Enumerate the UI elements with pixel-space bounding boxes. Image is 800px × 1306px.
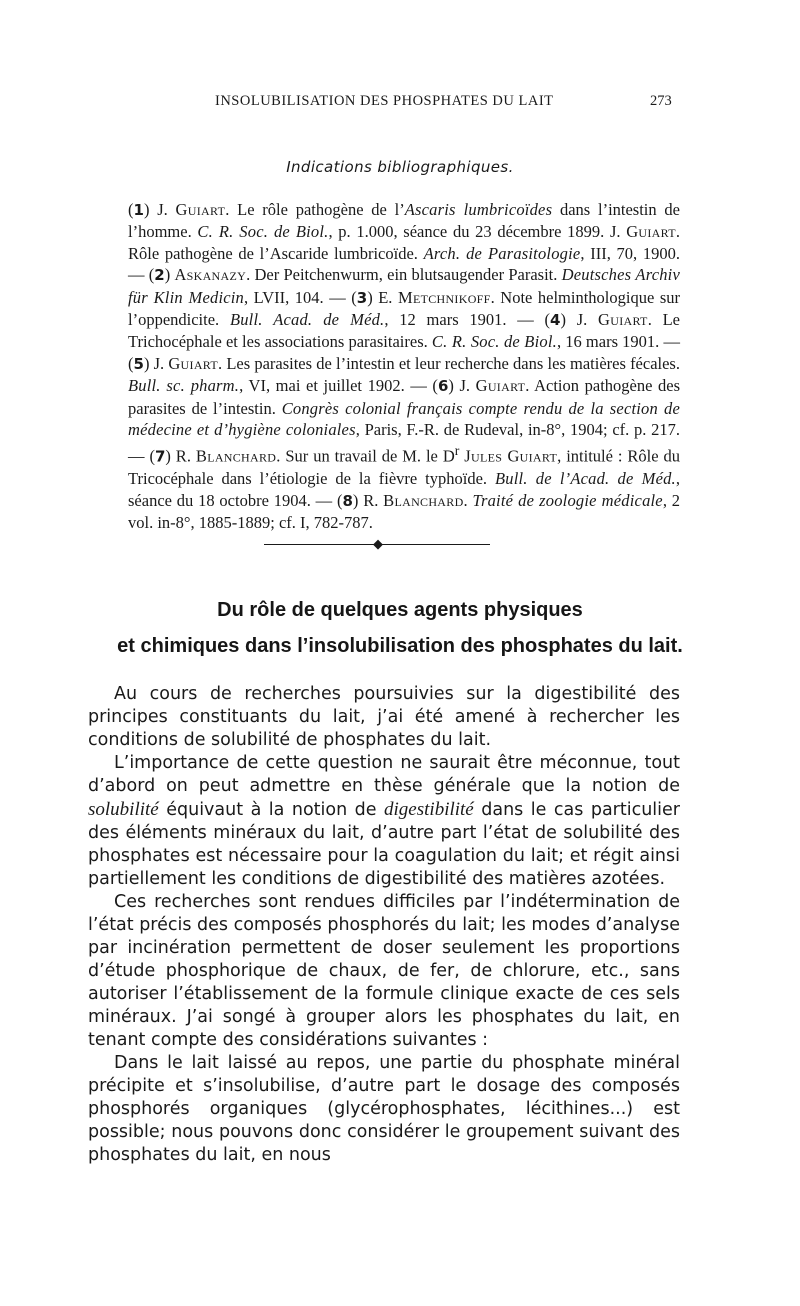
body-paragraph: Dans le lait laissé au repos, une partie du phosphate minéral précipite et s’insolubilise, d’autre part le dosage des composés phosphorés organiques (glycérophosphates, lécithines...) est possible; nous pouvons donc considérer le groupement suivant des phosphates du lait, en nous	[88, 1053, 680, 1165]
page-number: 273	[650, 93, 672, 109]
body-paragraph: Au cours de recherches poursuivies sur la digestibilité des principes constituants du lait, j’ai été amené à rechercher les conditions de solubilité de phosphates du lait.	[88, 684, 680, 750]
article-title	[0, 592, 800, 664]
article-title-line-2: et chimiques dans l’insolubilisation des phosphates du lait.	[117, 635, 683, 657]
references-block: (1) J. Guiart. Le rôle pathogène de l’Ascaris lumbricoïdes dans l’intestin de l’homme. C. R. Soc. de Biol., p. 1.000, séance du 23 décembre 1899. J. Guiart. Rôle pathogène de l’Ascaride lumbricoïde. Arch. de Parasitologie, III, 70, 1900. — (2) Askanazy. Der Peitchenwurm, ein blutsaugender Parasit. Deutsches Archiv für Klin Medicin, LVII, 104. — (3) E. Metchnikoff. Note helminthologique sur l’oppendicite. Bull. Acad. de Méd., 12 mars 1901. — (4) J. Guiart. Le Trichocéphale et les associations parasitaires. C. R. Soc. de Biol., 16 mars 1901. — (5) J. Guiart. Les parasites de l’intestin et leur recherche dans les matières fécales. Bull. sc. pharm., VI, mai et juillet 1902. — (6) J. Guiart. Action pathogène des parasites de l’intestin. Congrès colonial français compte rendu de la section de médecine et d’hygiène coloniales, Paris, F.-R. de Rudeval, in-8°, 1904; cf. p. 217. — (7) R. Blanchard. Sur un travail de M. le $D^r$ Jules Guiart, intitulé : Rôle du Tricocéphale dans l’étiologie de la fièvre typhoïde. Bull. de l’Acad. de Méd., séance du 18 octobre 1904. — (8) R. Blanchard. Traité de zoologie médicale, 2 vol. in-8°, 1885-1889; cf. I, 782-787.	[128, 200, 681, 533]
article-body	[88, 683, 680, 1167]
running-title: INSOLUBILISATION DES PHOSPHATES DU LAIT	[215, 93, 554, 109]
page-header	[0, 93, 800, 113]
divider-diamond-ornament: ◆	[373, 536, 383, 551]
body-paragraph: Ces recherches sont rendues difficiles par l’indétermination de l’état précis des composés phosphorés du lait; les modes d’analyse par incinération permettent de doser seulement les proportions d’étude phosphorique de chaux, de fer, de chlorure, etc., sans autoriser l’établissement de la formule clinique exacte de ces sels minéraux. J’ai songé à grouper alors les phosphates du lait, en tenant compte des considérations suivantes :	[88, 892, 681, 1050]
body-paragraph: L’importance de cette question ne saurait être méconnue, tout d’abord on peut admettre en thèse générale que la notion de solubilité équivaut à la notion de digestibilité dans le cas particulier des éléments minéraux du lait, d’autre part l’état de solubilité des phosphates est nécessaire pour la coagulation du lait; et régit ainsi partiellement les conditions de digestibilité des matières azotées.	[88, 753, 680, 889]
references-heading: Indications bibliographiques.	[286, 158, 514, 176]
article-title-line-1: Du rôle de quelques agents physiques	[217, 599, 583, 621]
